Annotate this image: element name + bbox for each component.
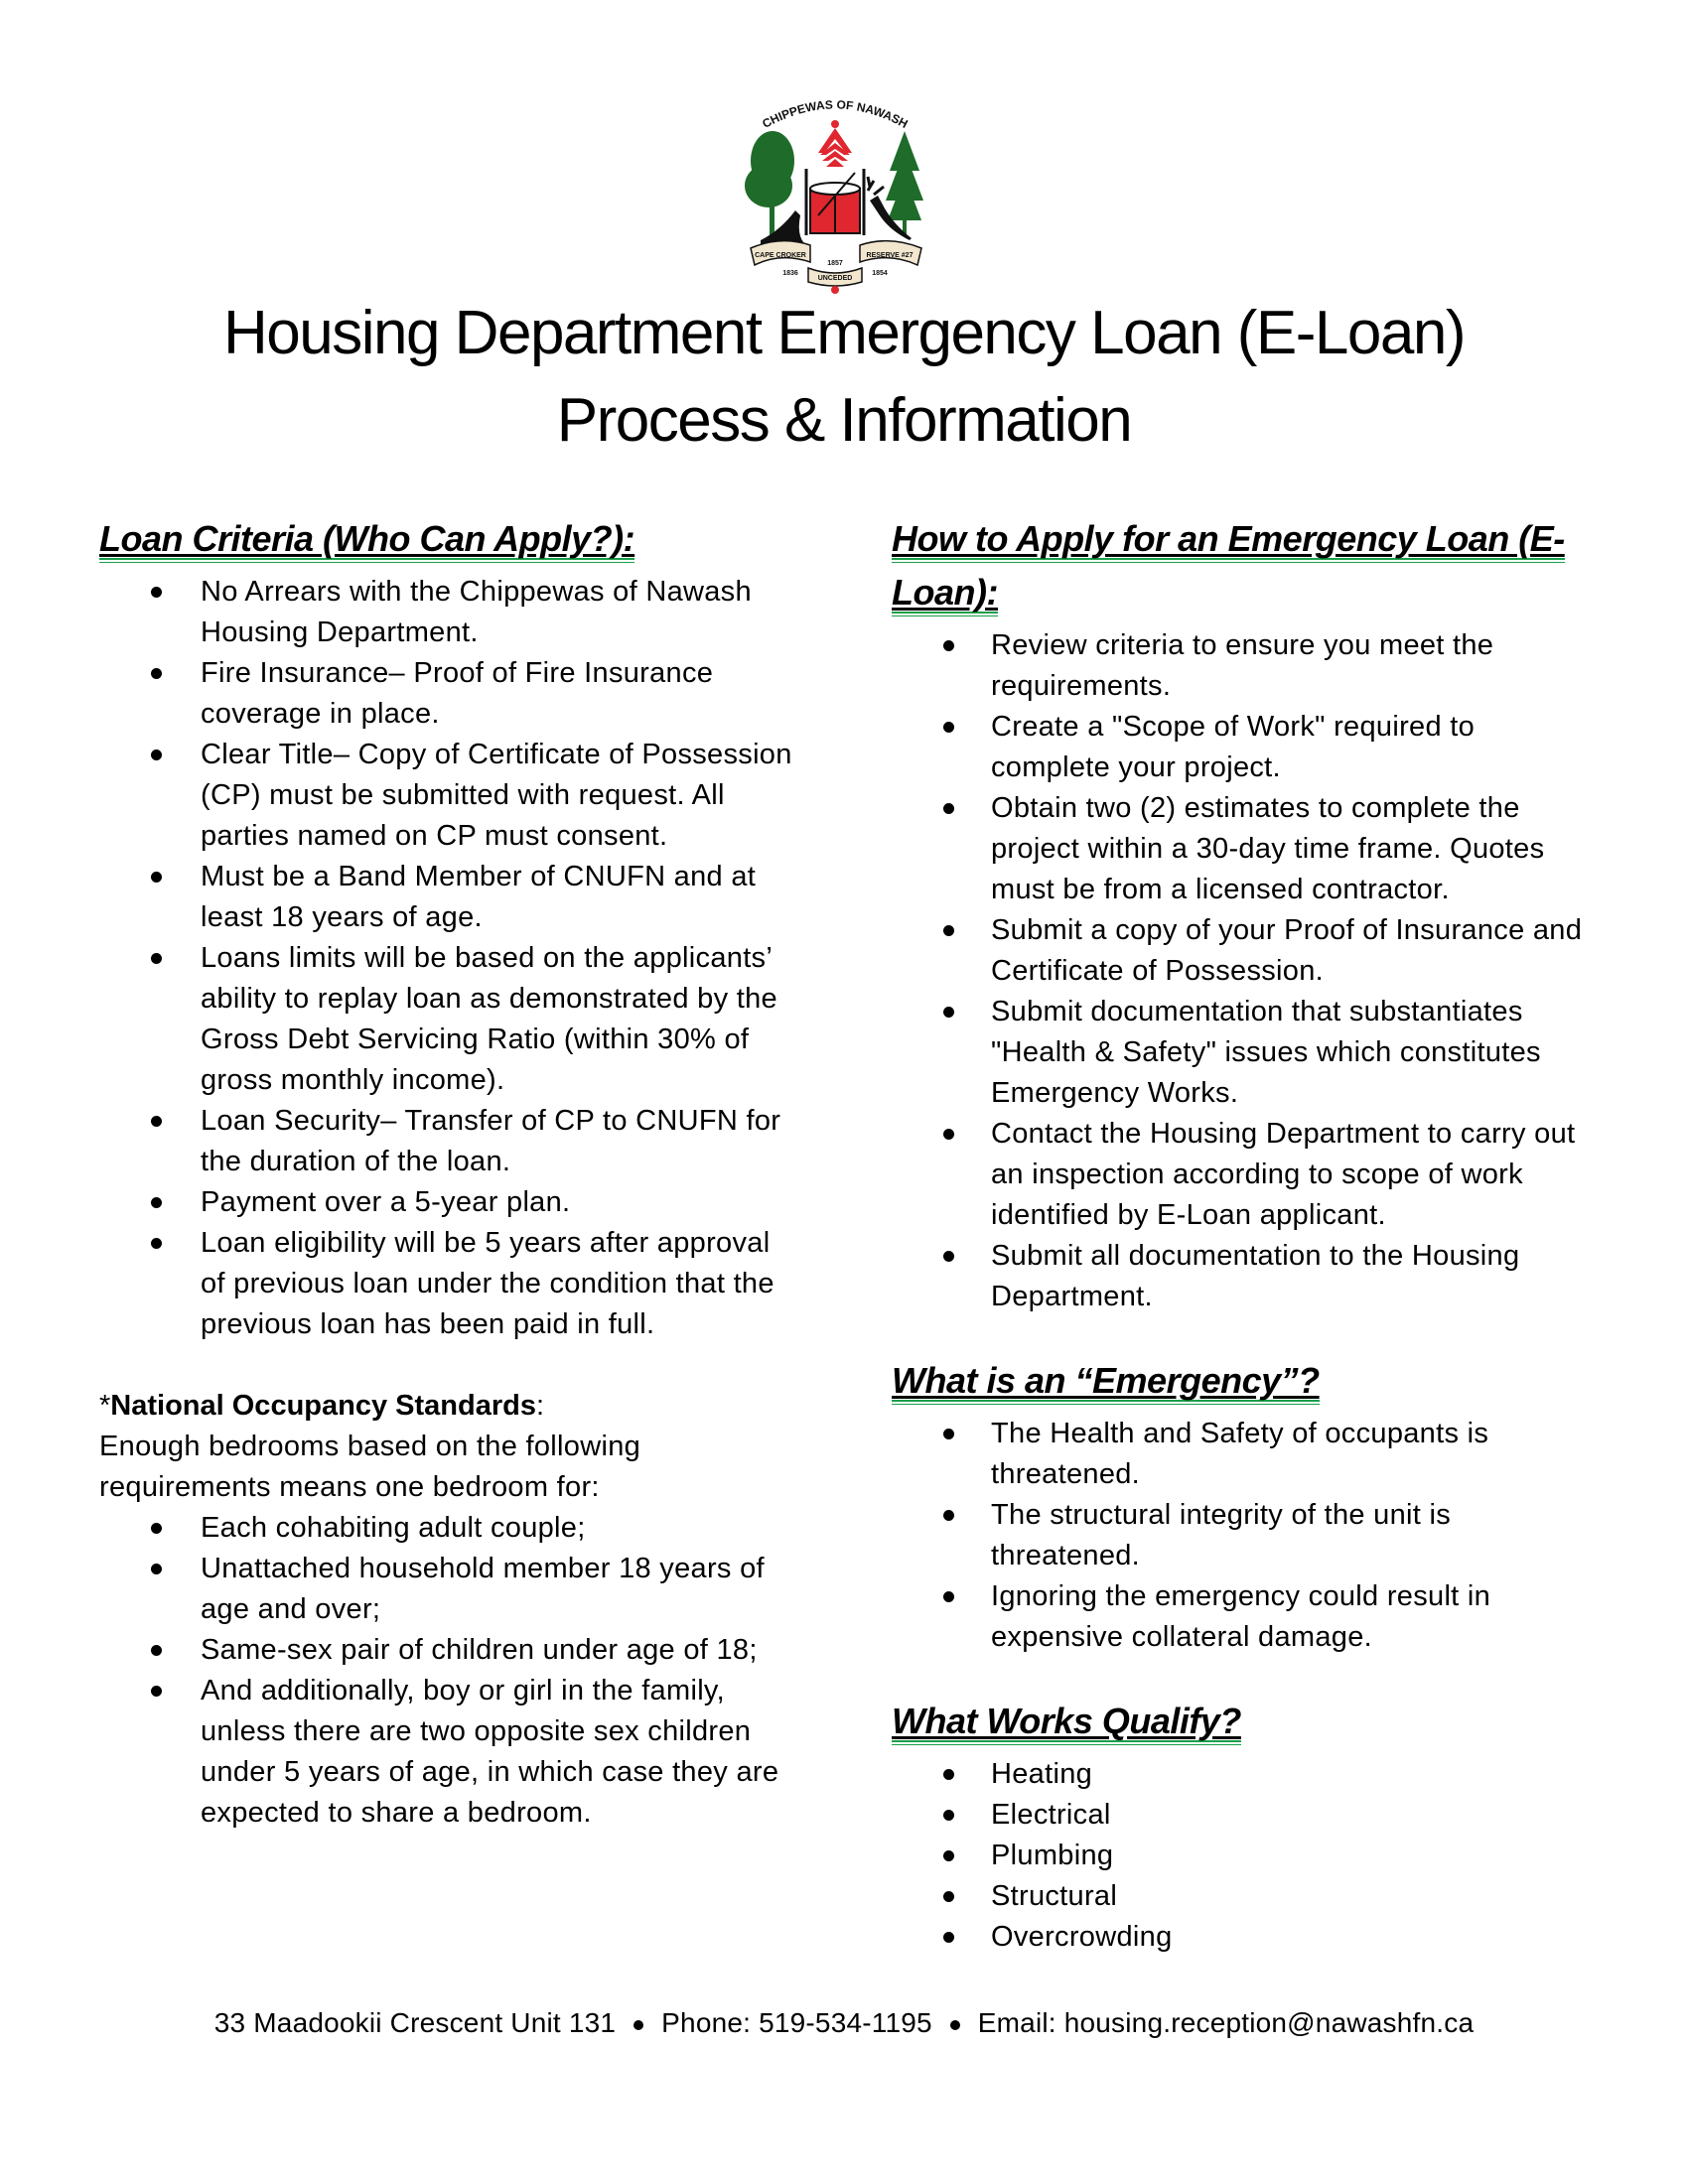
svg-text:1857: 1857 — [827, 260, 843, 267]
bullet-icon — [943, 722, 954, 733]
loan-criteria-heading: Loan Criteria (Who Can Apply?): — [99, 518, 634, 563]
bullet-icon — [943, 1850, 954, 1861]
bullet-icon — [943, 1510, 954, 1521]
list-item: Loan eligibility will be 5 years after approval of previous loan under the condition that the previous loan has been paid in full. — [99, 1223, 794, 1345]
bullet-icon — [151, 750, 162, 760]
bullet-icon — [943, 1932, 954, 1943]
spacer — [892, 1658, 1599, 1699]
bullet-icon — [943, 1251, 954, 1262]
list-item: Unattached household member 18 years of age and over; — [99, 1549, 794, 1630]
bullet-icon — [151, 1686, 162, 1697]
spacer — [892, 1317, 1599, 1358]
bullet-separator-icon — [950, 2020, 960, 2030]
svg-text:1836: 1836 — [782, 270, 798, 277]
list-item: Create a "Scope of Work" required to complete your project. — [892, 707, 1599, 788]
national-occupancy-standards-intro: Enough bedrooms based on the following requirements means one bedroom for: — [99, 1431, 641, 1503]
bullet-icon — [151, 668, 162, 679]
bullet-icon — [151, 1116, 162, 1127]
list-item: Review criteria to ensure you meet the requirements. — [892, 625, 1599, 707]
list-item: Submit a copy of your Proof of Insurance and Certificate of Possession. — [892, 910, 1599, 992]
list-item: Submit documentation that substantiates "Health & Safety" issues which constitutes Emergency Works. — [892, 992, 1599, 1114]
bullet-icon — [943, 1591, 954, 1602]
list-item: Each cohabiting adult couple; — [99, 1508, 794, 1549]
bullet-icon — [151, 872, 162, 883]
bullet-icon — [943, 1429, 954, 1439]
list-item: The Health and Safety of occupants is threatened. — [892, 1414, 1599, 1495]
how-to-apply-heading: How to Apply for an Emergency Loan (E-Loan): — [892, 518, 1565, 616]
bullet-icon — [151, 1564, 162, 1574]
bullet-icon — [943, 1007, 954, 1018]
list-item: Structural — [892, 1876, 1599, 1917]
list-item: Clear Title– Copy of Certificate of Possession (CP) must be submitted with request. All parties named on CP must consent. — [99, 735, 794, 857]
contact-footer — [0, 2007, 1688, 2039]
list-item: The structural integrity of the unit is threatened. — [892, 1495, 1599, 1576]
list-item: No Arrears with the Chippewas of Nawash Housing Department. — [99, 572, 794, 653]
list-item: Contact the Housing Department to carry out an inspection according to scope of work identified by E-Loan applicant. — [892, 1114, 1599, 1236]
list-item: Submit all documentation to the Housing Department. — [892, 1236, 1599, 1317]
bullet-icon — [151, 587, 162, 598]
what-is-emergency-heading: What is an “Emergency”? — [892, 1360, 1320, 1405]
footer-email[interactable]: Email: housing.reception@nawashfn.ca — [977, 2007, 1475, 2038]
bullet-icon — [151, 1238, 162, 1249]
spacer — [99, 1345, 794, 1386]
list-item: Same-sex pair of children under age of 18; — [99, 1630, 794, 1671]
bullet-icon — [151, 1645, 162, 1656]
svg-text:CAPE CROKER: CAPE CROKER — [755, 252, 806, 259]
national-occupancy-standards-title: *National Occupancy Standards: — [99, 1390, 545, 1422]
what-works-qualify-heading: What Works Qualify? — [892, 1701, 1241, 1745]
list-item: Overcrowding — [892, 1917, 1599, 1958]
qualifying-works-list — [892, 1754, 1599, 1958]
bullet-icon — [943, 1891, 954, 1902]
list-item: Payment over a 5-year plan. — [99, 1182, 794, 1223]
bullet-icon — [943, 803, 954, 814]
right-column — [892, 516, 1599, 1958]
how-to-apply-list — [892, 625, 1599, 1317]
list-item: Obtain two (2) estimates to complete the project within a 30-day time frame. Quotes must be from a licensed contractor. — [892, 788, 1599, 910]
bullet-icon — [943, 1810, 954, 1821]
bullet-icon — [151, 953, 162, 964]
list-item: Ignoring the emergency could result in expensive collateral damage. — [892, 1576, 1599, 1658]
list-item: Loans limits will be based on the applicants’ ability to replay loan as demonstrated by the Gross Debt Servicing Ratio (within 30% of gross monthly income). — [99, 938, 794, 1101]
list-item: Loan Security– Transfer of CP to CNUFN for the duration of the loan. — [99, 1101, 794, 1182]
bullet-icon — [943, 1129, 954, 1140]
svg-text:1854: 1854 — [872, 270, 888, 277]
chippewas-of-nawash-logo — [741, 91, 929, 295]
svg-text:RESERVE #27: RESERVE #27 — [866, 252, 914, 259]
occupancy-standards-list — [99, 1508, 794, 1834]
logo-emblem-icon — [741, 91, 929, 295]
list-item: Electrical — [892, 1795, 1599, 1836]
emergency-definition-list — [892, 1414, 1599, 1658]
bullet-separator-icon — [633, 2020, 643, 2030]
list-item: Must be a Band Member of CNUFN and at least 18 years of age. — [99, 857, 794, 938]
left-column — [99, 516, 794, 1834]
list-item: Heating — [892, 1754, 1599, 1795]
footer-address: 33 Maadookii Crescent Unit 131 — [213, 2007, 617, 2038]
bullet-icon — [151, 1197, 162, 1208]
list-item: And additionally, boy or girl in the family, unless there are two opposite sex children under 5 years of age, in which case they are expected to share a bedroom. — [99, 1671, 794, 1834]
bullet-icon — [943, 640, 954, 651]
bullet-icon — [151, 1523, 162, 1534]
svg-text:UNCEDED: UNCEDED — [817, 275, 853, 282]
bullet-icon — [943, 1769, 954, 1780]
page-title-line-1: Housing Department Emergency Loan (E-Loan) — [222, 299, 1466, 367]
footer-phone: Phone: 519-534-1195 — [661, 2007, 932, 2038]
list-item: Fire Insurance– Proof of Fire Insurance coverage in place. — [99, 653, 794, 735]
svg-text:CHIPPEWAS OF NAWASH: CHIPPEWAS OF NAWASH — [760, 97, 911, 131]
list-item: Plumbing — [892, 1836, 1599, 1876]
page-title-line-2: Process & Information — [556, 386, 1132, 455]
bullet-icon — [943, 925, 954, 936]
loan-criteria-list — [99, 572, 794, 1345]
